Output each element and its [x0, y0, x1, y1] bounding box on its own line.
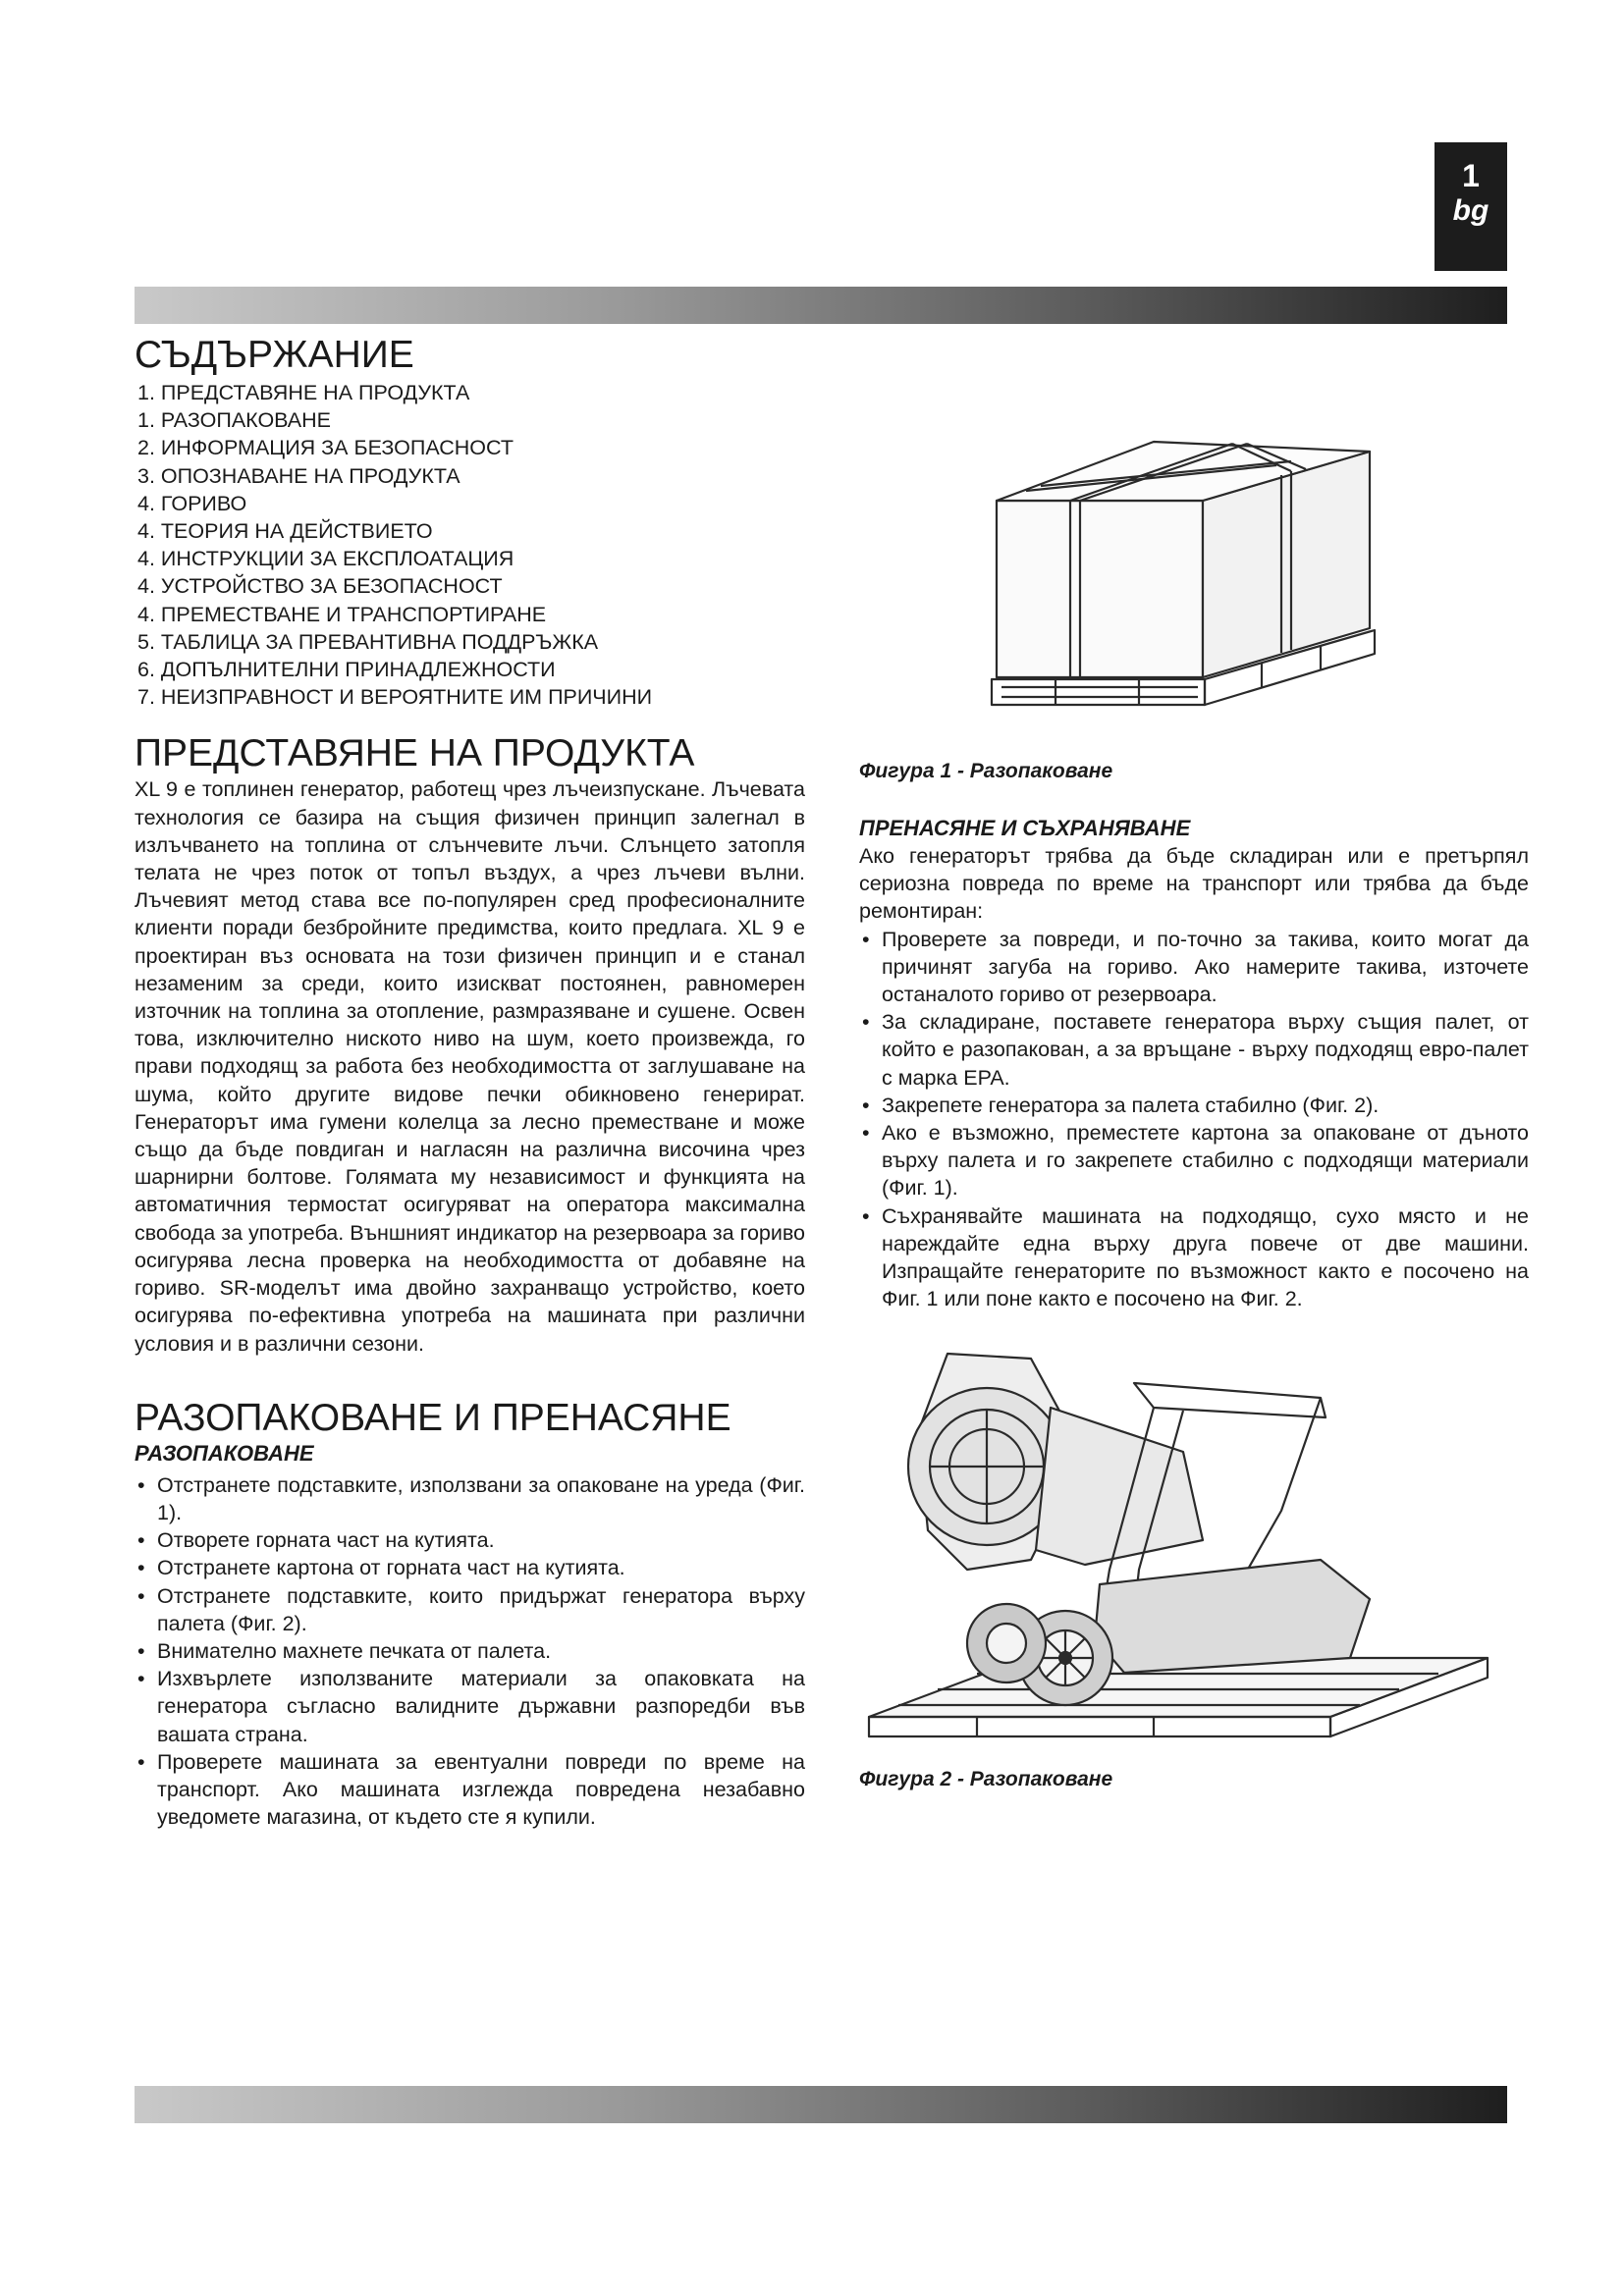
box-on-pallet-illustration	[859, 393, 1529, 756]
toc-item: 7. НЕИЗПРАВНОСТ И ВЕРОЯТНИТЕ ИМ ПРИЧИНИ	[137, 685, 653, 710]
toc-item: 4. ПРЕМЕСТВАНЕ И ТРАНСПОРТИРАНЕ	[137, 602, 547, 626]
list-item: • Изхвърлете използваните материали за опаковката на генератора съгласно валидните държавни разпоредби във вашата страна.	[135, 1665, 805, 1748]
toc-item: 5. ТАБЛИЦА ЗА ПРЕВАНТИВНА ПОДДРЪЖКА	[137, 629, 599, 654]
heater-on-pallet-illustration	[859, 1334, 1529, 1766]
toc-item: 4. ИНСТРУКЦИИ ЗА ЕКСПЛОАТАЦИЯ	[137, 547, 514, 571]
figure2-caption: Фигура 2 - Разопаковане	[859, 1768, 1113, 1791]
unpacking-subtitle: РАЗОПАКОВАНЕ	[135, 1440, 314, 1466]
header-gradient-band	[135, 287, 1507, 324]
page-number: 1	[1462, 158, 1480, 193]
toc-item: 1. РАЗОПАКОВАНЕ	[137, 408, 332, 433]
storage-title: ПРЕНАСЯНЕ И СЪХРАНЯВАНЕ	[859, 816, 1191, 840]
unpacking-list	[135, 1471, 805, 1832]
toc-item: 1. ПРЕДСТАВЯНЕ НА ПРОДУКТА	[137, 381, 470, 404]
storage-list	[859, 926, 1529, 1313]
intro-title: ПРЕДСТАВЯНЕ НА ПРОДУКТА	[135, 732, 695, 775]
toc-item: 4. УСТРОЙСТВО ЗА БЕЗОПАСНОСТ	[137, 574, 503, 599]
intro-body: XL 9 е топлинен генератор, работещ чрез лъчеизпускане. Лъчевата технология се базира на същия физичен принцип залегнал в излъчването на топлина от слънчевите лъчи. Слънцето затопля телата не чрез поток от топъл въздух, а чрез лъчеви вълни. Лъчевият метод става все по-популярен сред професионалните клиенти поради безбройните предимства, които предлага. XL 9 е проектиран въз основата на този физичен принцип и е станал незаменим за среди, които изискват постоянен, равномерен източник на топлина за отопление, размразяване и сушене. Освен това, изключително ниското ниво на шум, което произвежда, го прави подходящ за работа без необходимостта от заглушаване на шума, който другите видове печки обикновено генерират. Генераторът има гумени колелца за лесно преместване и може също да бъде повдиган и нагласян на различна височина чрез шарнирни болтове. Голямата му независимост и функцията на автоматичния термостат осигуряват на оператора максимална свобода за употреба. Външният индикатор на резервоара за гориво осигурява лесна проверка на необходимостта от добавяне на гориво. SR-моделът има двойно захранващо устройство, което осигурява по-ефективна употреба на машината при различни условия и в различни сезони.	[135, 777, 805, 1356]
storage-intro: Ако генераторът трябва да бъде складиран или е претърпял сериозна повреда по време на транспорт или трябва да бъде ремонтиран:	[859, 844, 1529, 924]
left-column	[135, 334, 805, 1831]
list-item: • Отворете горната част на кутията.	[135, 1526, 805, 1554]
list-item: • Проверете машината за евентуални повреди по време на транспорт. Ако машината изглежда повредена незабавно уведомете магазина, от където сте я купили.	[135, 1748, 805, 1832]
table-of-contents	[137, 379, 805, 711]
figure1-caption: Фигура 1 - Разопаковане	[859, 760, 1113, 782]
toc-item: 6. ДОПЪЛНИТЕЛНИ ПРИНАДЛЕЖНОСТИ	[137, 658, 556, 682]
toc-item: 3. ОПОЗНАВАНЕ НА ПРОДУКТА	[137, 463, 460, 488]
list-item: • Закрепете генератора за палета стабилно (Фиг. 2).	[859, 1092, 1529, 1119]
list-item: • Отстранете картона от горната част на кутията.	[135, 1554, 805, 1581]
list-item: • За складиране, поставете генератора върху същия палет, от който е разопакован, а за връщане - върху подходящ евро-палет с марка EPA.	[859, 1008, 1529, 1092]
list-item: • Съхранявайте машината на подходящо, сухо място и не нареждайте една върху друга повече от две машини. Изпращайте генераторите по възможност както е посочено на Фиг. 1 или поне както е посочено на Фиг. 2.	[859, 1202, 1529, 1313]
toc-item: 4. ТЕОРИЯ НА ДЕЙСТВИЕТО	[137, 519, 433, 544]
unpacking-title: РАЗОПАКОВАНЕ И ПРЕНАСЯНЕ	[135, 1396, 731, 1439]
right-column	[859, 393, 1529, 1793]
list-item: • Внимателно махнете печката от палета.	[135, 1637, 805, 1665]
toc-item: 2. ИНФОРМАЦИЯ ЗА БЕЗОПАСНОСТ	[137, 436, 514, 460]
toc-title: СЪДЪРЖАНИЕ	[135, 334, 414, 376]
footer-gradient-band	[135, 2086, 1507, 2123]
language-code: bg	[1452, 194, 1489, 227]
list-item: • Отстранете подставките, които придържат генератора върху палета (Фиг. 2).	[135, 1582, 805, 1637]
list-item: • Проверете за повреди, и по-точно за такива, които могат да причинят загуба на гориво. Ако намерите такива, източете останалото гориво от резервоара.	[859, 926, 1529, 1009]
list-item: • Ако е възможно, преместете картона за опаковане от дъното върху палета и го закрепете стабилно с подходящи материали (Фиг. 1).	[859, 1119, 1529, 1202]
page-number-tab	[1435, 142, 1507, 271]
toc-item: 4. ГОРИВО	[137, 491, 247, 515]
list-item: • Отстранете подставките, използвани за опаковане на уреда (Фиг. 1).	[135, 1471, 805, 1526]
